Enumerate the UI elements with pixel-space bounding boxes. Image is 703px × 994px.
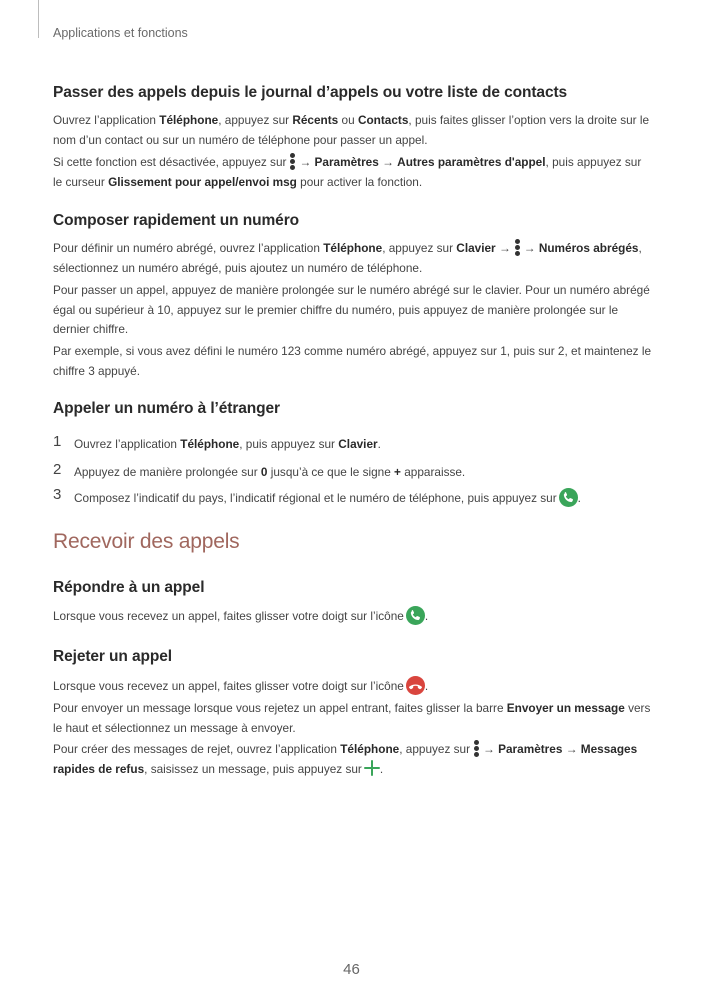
paragraph-s2-3: Par exemple, si vous avez défini le numéro 123 comme numéro abrégé, appuyez sur 1, puis sur 2, et maintenez le chiffre 3 appuyé. bbox=[53, 344, 652, 378]
header-divider bbox=[38, 0, 39, 38]
phone-call-icon bbox=[559, 488, 578, 507]
step-text: Appuyez de manière prolongée sur 0 jusqu’à ce que le signe + apparaisse. bbox=[74, 465, 466, 479]
add-icon bbox=[364, 760, 380, 776]
chapter-title: Recevoir des appels bbox=[53, 530, 240, 553]
paragraph-s5-3: Pour créer des messages de rejet, ouvrez l’application Téléphone, appuyez sur → Paramètres → Messages rapides de refus, saisissez un message, puis appuyez sur . bbox=[53, 742, 638, 776]
heading-composer: Composer rapidement un numéro bbox=[53, 212, 299, 229]
step-number: 1 bbox=[53, 433, 62, 450]
more-options-icon bbox=[290, 153, 295, 169]
answer-call-icon bbox=[406, 606, 425, 625]
page-number: 46 bbox=[343, 961, 360, 978]
step-number: 3 bbox=[53, 486, 62, 503]
paragraph-s1-2: Si cette fonction est désactivée, appuyez sur → Paramètres → Autres paramètres d'appel, puis appuyez sur le curseur Glissement pour appel/envoi msg pour activer la fonction. bbox=[53, 155, 642, 189]
section-header: Applications et fonctions bbox=[53, 26, 188, 40]
heading-passer-appels: Passer des appels depuis le journal d’appels ou votre liste de contacts bbox=[53, 84, 568, 101]
step-text: Composez l’indicatif du pays, l’indicatif régional et le numéro de téléphone, puis appuyez sur . bbox=[74, 488, 581, 508]
heading-etranger: Appeler un numéro à l’étranger bbox=[53, 400, 280, 417]
more-options-icon bbox=[474, 740, 479, 756]
paragraph-s5-1: Lorsque vous recevez un appel, faites glisser votre doigt sur l’icône . bbox=[53, 676, 653, 697]
paragraph-s2-2: Pour passer un appel, appuyez de manière prolongée sur le numéro abrégé sur le clavier. Pour un numéro abrégé égal ou supérieur à 10, appuyez sur le premier chiffre du numéro, puis appuyez de manière prolongée sur le dernier chiffre. bbox=[53, 283, 650, 337]
paragraph-s2-1: Pour définir un numéro abrégé, ouvrez l’application Téléphone, appuyez sur Clavier → → Numéros abrégés, sélectionnez un numéro abrégé, puis ajoutez un numéro de téléphone. bbox=[53, 241, 642, 275]
paragraph-s5-2: Pour envoyer un message lorsque vous rejetez un appel entrant, faites glisser la barre Envoyer un message vers le haut et sélectionnez un message à envoyer. bbox=[53, 701, 651, 735]
step-number: 2 bbox=[53, 461, 62, 478]
heading-repondre: Répondre à un appel bbox=[53, 579, 205, 596]
more-options-icon bbox=[515, 239, 520, 255]
paragraph-s4-1: Lorsque vous recevez un appel, faites glisser votre doigt sur l’icône . bbox=[53, 606, 653, 627]
paragraph-s1-1: Ouvrez l’application Téléphone, appuyez sur Récents ou Contacts, puis faites glisser l’option vers la droite sur le nom d’un contact ou sur un numéro de téléphone pour passer un appel. bbox=[53, 113, 650, 147]
step-text: Ouvrez l’application Téléphone, puis appuyez sur Clavier. bbox=[74, 437, 381, 451]
reject-call-icon bbox=[406, 676, 425, 695]
heading-rejeter: Rejeter un appel bbox=[53, 648, 172, 665]
